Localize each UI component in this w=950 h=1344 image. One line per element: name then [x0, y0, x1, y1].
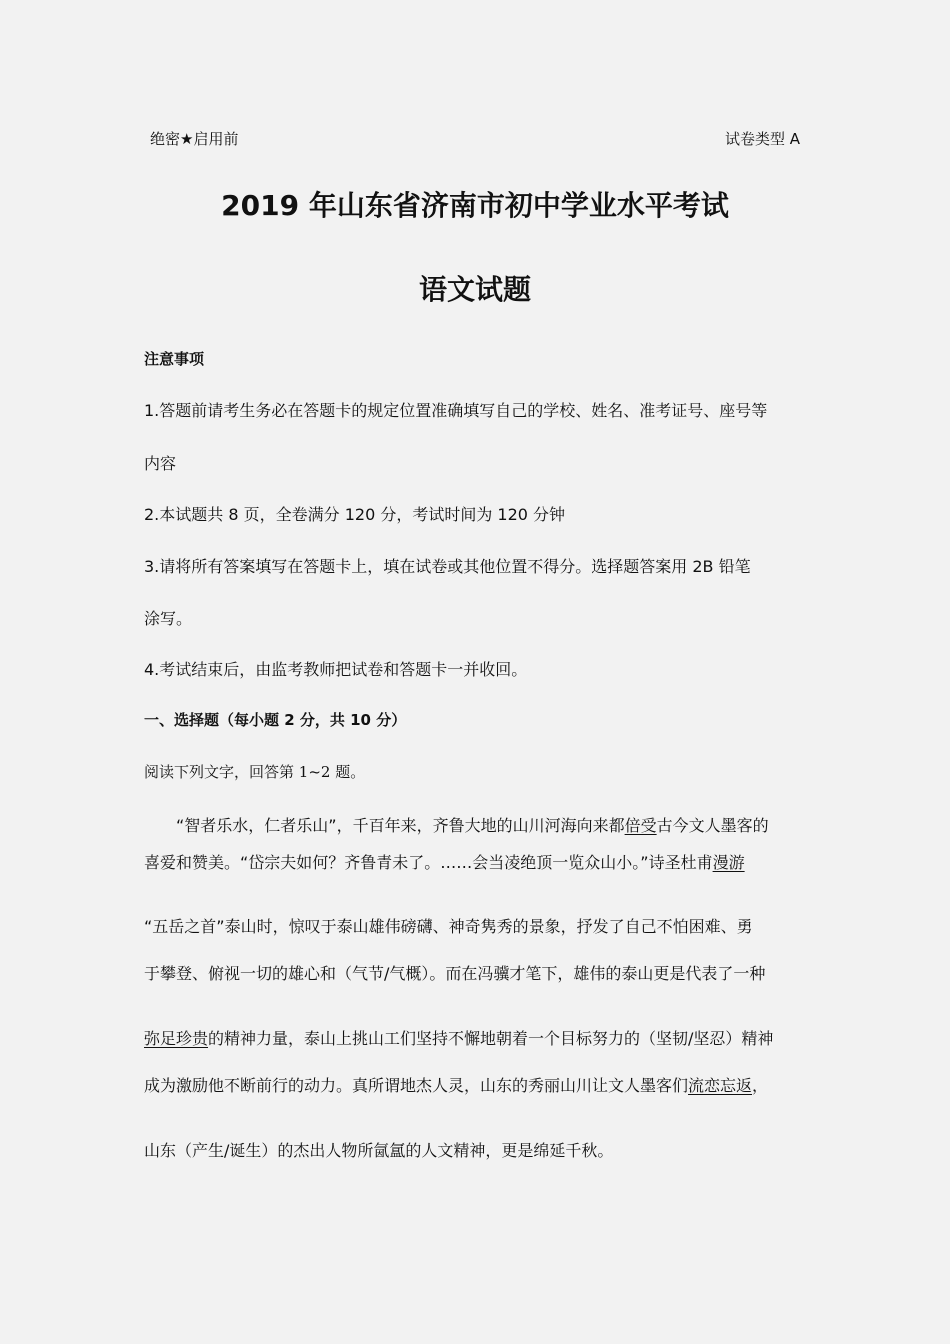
notice-item-3-line-2: 涂写。 [144, 609, 193, 628]
passage-text: 的精神力量，泰山上挑山工们坚持不懈地朝着一个目标努力的（坚韧/坚忍）精神 [208, 1029, 774, 1048]
passage-line-5 [144, 1026, 773, 1049]
passage-text: 古今文人墨客的 [656, 816, 769, 835]
confidential-label: 绝密★启用前 [150, 130, 239, 148]
passage-line-7: 山东（产生/诞生）的杰出人物所氤氲的人文精神，更是绵延千秋。 [144, 1141, 614, 1160]
notice-item-1-line-2: 内容 [144, 454, 177, 473]
notice-item-3-line-1: 3.请将所有答案填写在答题卡上，填在试卷或其他位置不得分。选择题答案用 2B 铅笔 [144, 557, 751, 576]
exam-title: 2019 年山东省济南市初中学业水平考试 [221, 189, 729, 222]
notice-item-1-line-1: 1.答题前请考生务必在答题卡的规定位置准确填写自己的学校、姓名、准考证号、座号等 [144, 401, 768, 420]
section-heading: 一、选择题（每小题 2 分，共 10 分） [144, 711, 407, 729]
underlined-word: 弥足珍贵 [144, 1029, 209, 1048]
underlined-word: 漫游 [712, 853, 745, 872]
passage-text: ， [752, 1076, 769, 1095]
exam-subtitle: 语文试题 [418, 273, 531, 306]
passage-line-2 [144, 850, 745, 873]
passage-line-3: “五岳之首”泰山时，惊叹于泰山雄伟磅礴、神奇隽秀的景象，抒发了自己不怕困难、勇 [144, 917, 753, 936]
section-instruction: 阅读下列文字，回答第 1~2 题。 [144, 763, 366, 781]
passage-text: 喜爱和赞美。“岱宗夫如何？齐鲁青未了。……会当凌绝顶一览众山小。”诗圣杜甫 [144, 853, 713, 872]
underlined-word: 流恋忘返 [688, 1076, 753, 1095]
passage-text: “智者乐水，仁者乐山”，千百年来，齐鲁大地的山川河海向来都 [176, 816, 625, 835]
notice-heading: 注意事项 [144, 350, 205, 368]
paper-type-label: 试卷类型 A [724, 130, 800, 148]
passage-line-6 [144, 1073, 768, 1096]
passage-line-1 [176, 813, 769, 836]
passage-text: 成为激励他不断前行的动力。真所谓地杰人灵，山东的秀丽山川让文人墨客们 [144, 1076, 689, 1095]
passage-line-4: 于攀登、俯视一切的雄心和（气节/气概）。而在冯骥才笔下，雄伟的泰山更是代表了一种 [144, 964, 766, 983]
notice-item-4: 4.考试结束后，由监考教师把试卷和答题卡一并收回。 [144, 660, 528, 679]
underlined-word: 倍受 [624, 816, 657, 835]
notice-item-2: 2.本试题共 8 页，全卷满分 120 分，考试时间为 120 分钟 [144, 505, 566, 524]
